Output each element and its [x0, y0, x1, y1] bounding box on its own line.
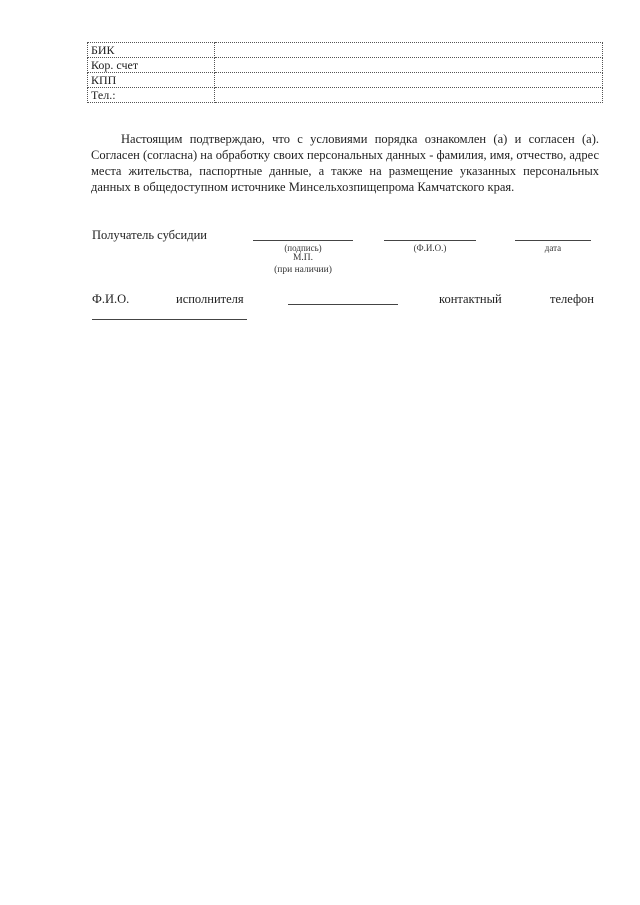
- executor-fio-label: Ф.И.О.: [92, 292, 130, 306]
- bank-phone-value: [215, 88, 603, 103]
- executor-name-line: [288, 304, 398, 305]
- recipient-label: Получатель субсидии: [92, 228, 207, 242]
- bank-bik-value: [215, 43, 603, 58]
- date-line: [515, 240, 591, 241]
- executor-label: исполнителя: [176, 292, 244, 306]
- phone-number-line: [92, 319, 247, 320]
- signature-caption: (подпись): [284, 243, 322, 253]
- consent-paragraph: [91, 131, 599, 195]
- bank-kpp-value: [215, 73, 603, 88]
- table-row: [88, 58, 603, 73]
- bank-kpp-label: КПП: [88, 73, 215, 88]
- consent-text: Настоящим подтверждаю, что с условиями порядка ознакомлен (а) и согласен (а). Согласен (согласна) на обработку своих персональных данных - фамилия, имя, отчество, адрес места жительства, паспортные данные, а также на размещение указанных персональных данных в общедоступном источнике Минсельхозпищепрома Камчатского края.: [91, 132, 599, 194]
- stamp-label: М.П.: [292, 253, 314, 263]
- name-caption: (Ф.И.О.): [413, 243, 447, 253]
- table-row: [88, 73, 603, 88]
- stamp-note: (при наличии): [274, 265, 332, 275]
- date-caption: дата: [544, 243, 562, 253]
- bank-corr-account-value: [215, 58, 603, 73]
- table-row: [88, 88, 603, 103]
- bank-corr-account-label: Кор. счет: [88, 58, 215, 73]
- bank-details-table: [87, 42, 603, 103]
- name-line: [384, 240, 476, 241]
- bank-bik-label: БИК: [88, 43, 215, 58]
- bank-phone-label: Тел.:: [88, 88, 215, 103]
- table-row: [88, 43, 603, 58]
- phone-label: телефон: [550, 292, 594, 306]
- contact-label: контактный: [439, 292, 502, 306]
- signature-line: [253, 240, 353, 241]
